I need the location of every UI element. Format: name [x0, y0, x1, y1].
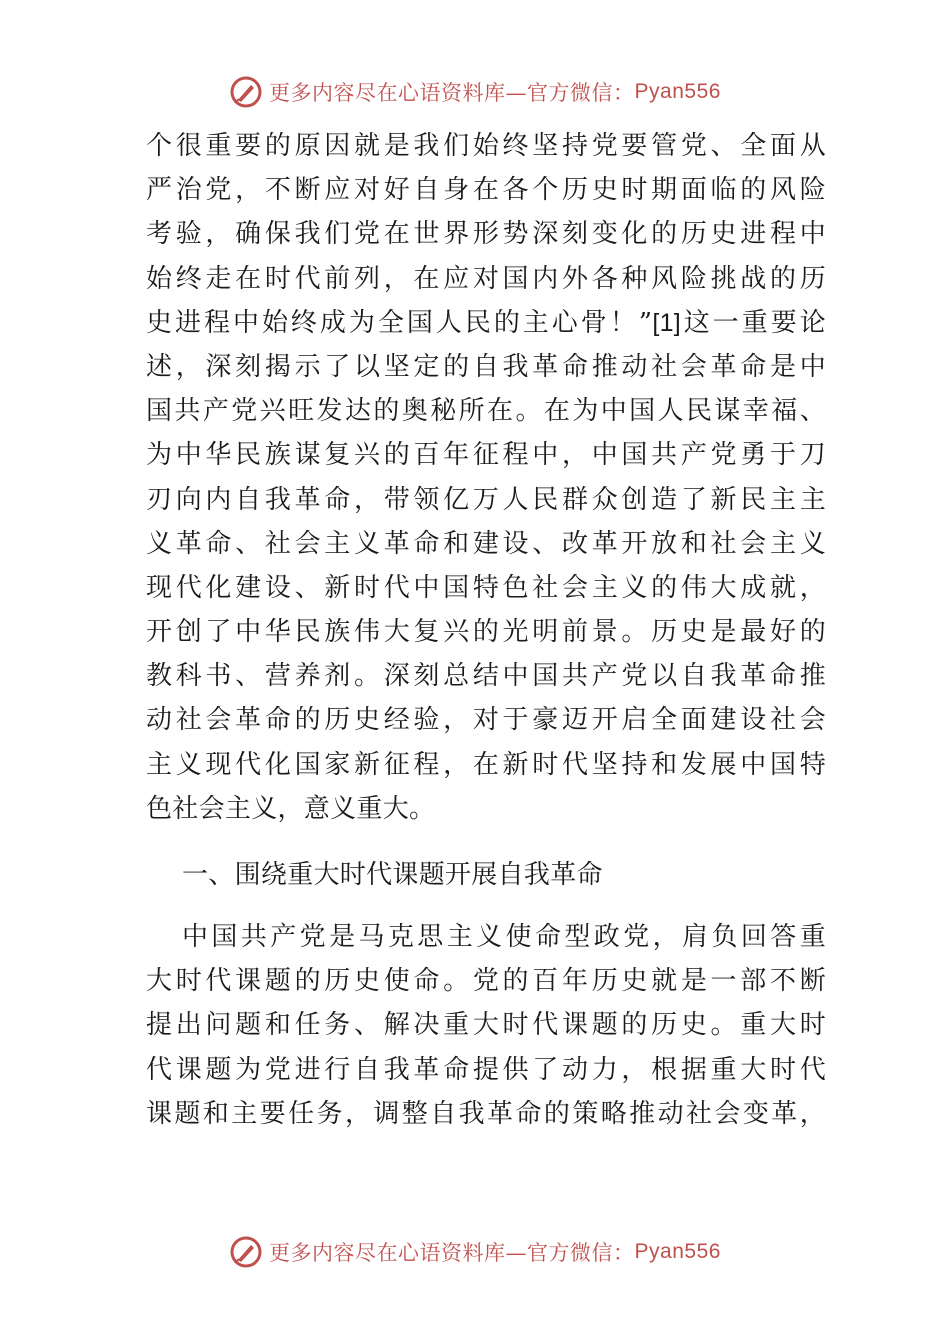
pen-circle-icon — [229, 75, 263, 109]
text-line: 国共产党兴旺发达的奥秘所在。在为中国人民谋幸福、 — [146, 396, 826, 427]
text-segment: 这一重要论 — [681, 307, 826, 338]
text-line: 现代化建设、新时代中国特色社会主义的伟大成就， — [146, 572, 826, 603]
text-line: 严治党，不断应对好自身在各个历史时期面临的风险 — [146, 175, 826, 206]
text-line: 大时代课题的历史使命。党的百年历史就是一部不断 — [146, 966, 826, 997]
text-line: 刃向内自我革命，带领亿万人民群众创造了新民主主 — [146, 484, 826, 515]
text-line: 色社会主义，意义重大。 — [146, 793, 436, 824]
text-line-with-citation — [146, 301, 826, 345]
text-line: 主义现代化国家新征程，在新时代坚持和发展中国特 — [146, 749, 826, 780]
text-line: 始终走在时代前列，在应对国内外各种风险挑战的历 — [146, 263, 826, 294]
text-line: 考验，确保我们党在世界形势深刻变化的历史进程中 — [146, 219, 826, 250]
text-line: 教科书、营养剂。深刻总结中国共产党以自我革命推 — [146, 661, 826, 692]
text-line: 中国共产党是马克思主义使命型政党，肩负回答重 — [182, 922, 826, 952]
header-banner — [0, 72, 950, 112]
pen-circle-icon — [229, 1235, 263, 1269]
text-line: 开创了中华民族伟大复兴的光明前景。历史是最好的 — [146, 617, 826, 648]
header-brand-text: 更多内容尽在心语资料库—官方微信： — [269, 81, 635, 105]
footer-banner — [0, 1232, 950, 1272]
text-line: 述，深刻揭示了以坚定的自我革命推动社会革命是中 — [146, 351, 826, 382]
footer-brand-text: 更多内容尽在心语资料库—官方微信： — [269, 1241, 635, 1265]
text-line: 义革命、社会主义革命和建设、改革开放和社会主义 — [146, 528, 826, 559]
header-wechat-id: Pyan556 — [634, 80, 721, 103]
footer-wechat-id: Pyan556 — [634, 1240, 721, 1263]
text-segment: 史进程中始终成为全国人民的主心骨！” — [146, 307, 653, 338]
section-heading: 一、围绕重大时代课题开展自我革命 — [182, 860, 603, 890]
text-line: 代课题为党进行自我革命提供了动力，根据重大时代 — [146, 1054, 826, 1085]
text-line: 提出问题和任务、解决重大时代课题的历史。重大时 — [146, 1010, 826, 1041]
text-line: 为中华民族谋复兴的百年征程中，中国共产党勇于刀 — [146, 440, 826, 471]
text-line: 动社会革命的历史经验，对于豪迈开启全面建设社会 — [146, 705, 826, 736]
citation-ref[interactable]: [1] — [652, 308, 682, 337]
document-body — [146, 124, 826, 1136]
text-line: 课题和主要任务，调整自我革命的策略推动社会变革， — [146, 1098, 826, 1129]
text-line: 个很重要的原因就是我们始终坚持党要管党、全面从 — [146, 131, 826, 161]
paragraph-2 — [146, 915, 826, 1136]
paragraph-1 — [146, 124, 826, 831]
